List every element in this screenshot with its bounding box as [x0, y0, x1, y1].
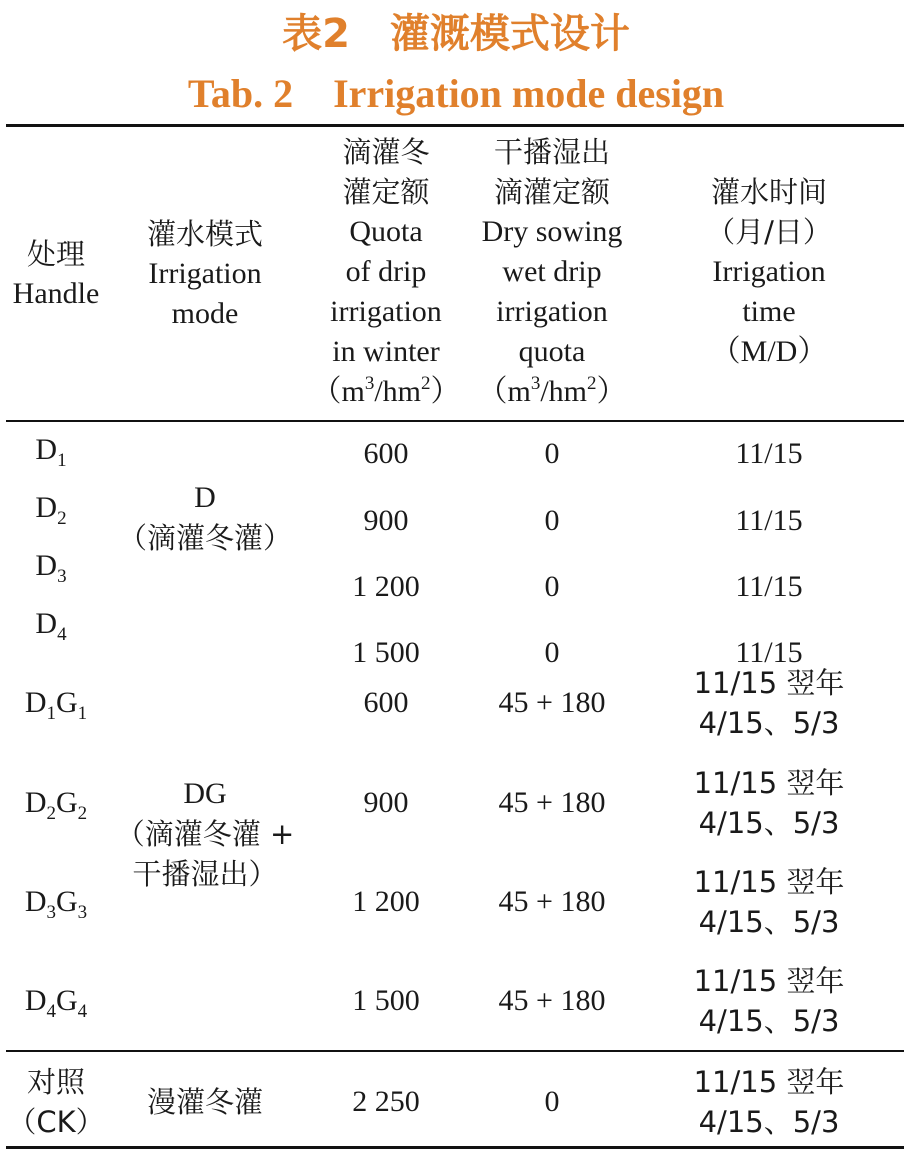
- table-title-english: Tab. 2 Irrigation mode design: [187, 71, 725, 116]
- row-d4g4-handle: $D_4G_4$: [24, 984, 88, 1022]
- row-ck-time: 11/15 翌年 4/15、5/3: [693, 1065, 845, 1139]
- row-d3-handle: $D_3$: [35, 549, 67, 587]
- row-ck-handle: 对照 （CK）: [7, 1065, 105, 1139]
- row-d1g1-winter-quota: 600: [363, 686, 409, 719]
- header-dry-sowing-quota: 干播湿出 滴灌定额 Dry sowing wet drip irrigation quota $(m^3/hm^2)$: [468, 132, 636, 412]
- group-d-label: D （滴灌冬灌）: [117, 481, 292, 555]
- row-ck-mode: 漫灌冬灌: [146, 1085, 263, 1119]
- row-d3g3-handle: $D_3G_3$: [24, 885, 88, 923]
- row-d4-time: 11/15: [735, 636, 803, 669]
- row-d1g1-handle: $D_1G_1$: [24, 686, 88, 724]
- row-d1-winter-quota: 600: [363, 437, 409, 470]
- row-d1-time: 11/15: [735, 437, 803, 470]
- row-d4g4-winter-quota: 1 500: [352, 984, 420, 1017]
- row-d4-handle: $D_4$: [35, 607, 67, 645]
- row-d2g2-dry-quota: 45 + 180: [498, 786, 606, 819]
- control-rule: [6, 1050, 904, 1052]
- header-irrigation-time: 灌水时间 （月/日） Irrigation time （M/D）: [706, 175, 832, 368]
- group-dg-label: DG （滴灌冬灌 + 干播湿出）: [115, 777, 295, 891]
- row-d3-winter-quota: 1 200: [352, 570, 420, 603]
- dry-quota-unit: $(m^3/hm^2)$: [477, 373, 627, 408]
- row-d1g1-dry-quota: 45 + 180: [498, 686, 606, 719]
- row-d4-dry-quota: 0: [544, 636, 560, 669]
- top-rule: [6, 124, 904, 127]
- bottom-rule: [6, 1146, 904, 1149]
- row-d3g3-dry-quota: 45 + 180: [498, 885, 606, 918]
- row-d1-handle: $D_1$: [35, 433, 67, 471]
- table-title-chinese: 表2 灌溉模式设计: [282, 11, 630, 57]
- header-handle: 处理 Handle: [12, 237, 100, 310]
- row-ck-winter-quota: 2 250: [352, 1085, 420, 1118]
- row-d2-time: 11/15: [735, 504, 803, 537]
- row-d2-winter-quota: 900: [363, 504, 409, 537]
- row-d3g3-time: 11/15 翌年 4/15、5/3: [693, 865, 845, 939]
- row-d2g2-time: 11/15 翌年 4/15、5/3: [693, 766, 845, 840]
- row-d4g4-time: 11/15 翌年 4/15、5/3: [693, 964, 845, 1038]
- row-d3-dry-quota: 0: [544, 570, 560, 603]
- row-d1-dry-quota: 0: [544, 437, 560, 470]
- row-ck-dry-quota: 0: [544, 1085, 560, 1118]
- winter-quota-unit: $(m^3/hm^2)$: [311, 373, 461, 408]
- row-d2g2-handle: $D_2G_2$: [24, 786, 88, 824]
- row-d1g1-time: 11/15 翌年 4/15、5/3: [693, 666, 845, 740]
- row-d4g4-dry-quota: 45 + 180: [498, 984, 606, 1017]
- row-d3-time: 11/15: [735, 570, 803, 603]
- row-d3g3-winter-quota: 1 200: [352, 885, 420, 918]
- header-winter-quota: 滴灌冬 灌定额 Quota of drip irrigation in winter $(m^3/hm^2)$: [306, 132, 466, 412]
- row-d4-winter-quota: 1 500: [352, 636, 420, 669]
- header-irrigation-mode: 灌水模式 Irrigation mode: [146, 217, 263, 330]
- row-d2-handle: $D_2$: [35, 491, 67, 529]
- header-rule: [6, 420, 904, 422]
- row-d2-dry-quota: 0: [544, 504, 560, 537]
- row-d2g2-winter-quota: 900: [363, 786, 409, 819]
